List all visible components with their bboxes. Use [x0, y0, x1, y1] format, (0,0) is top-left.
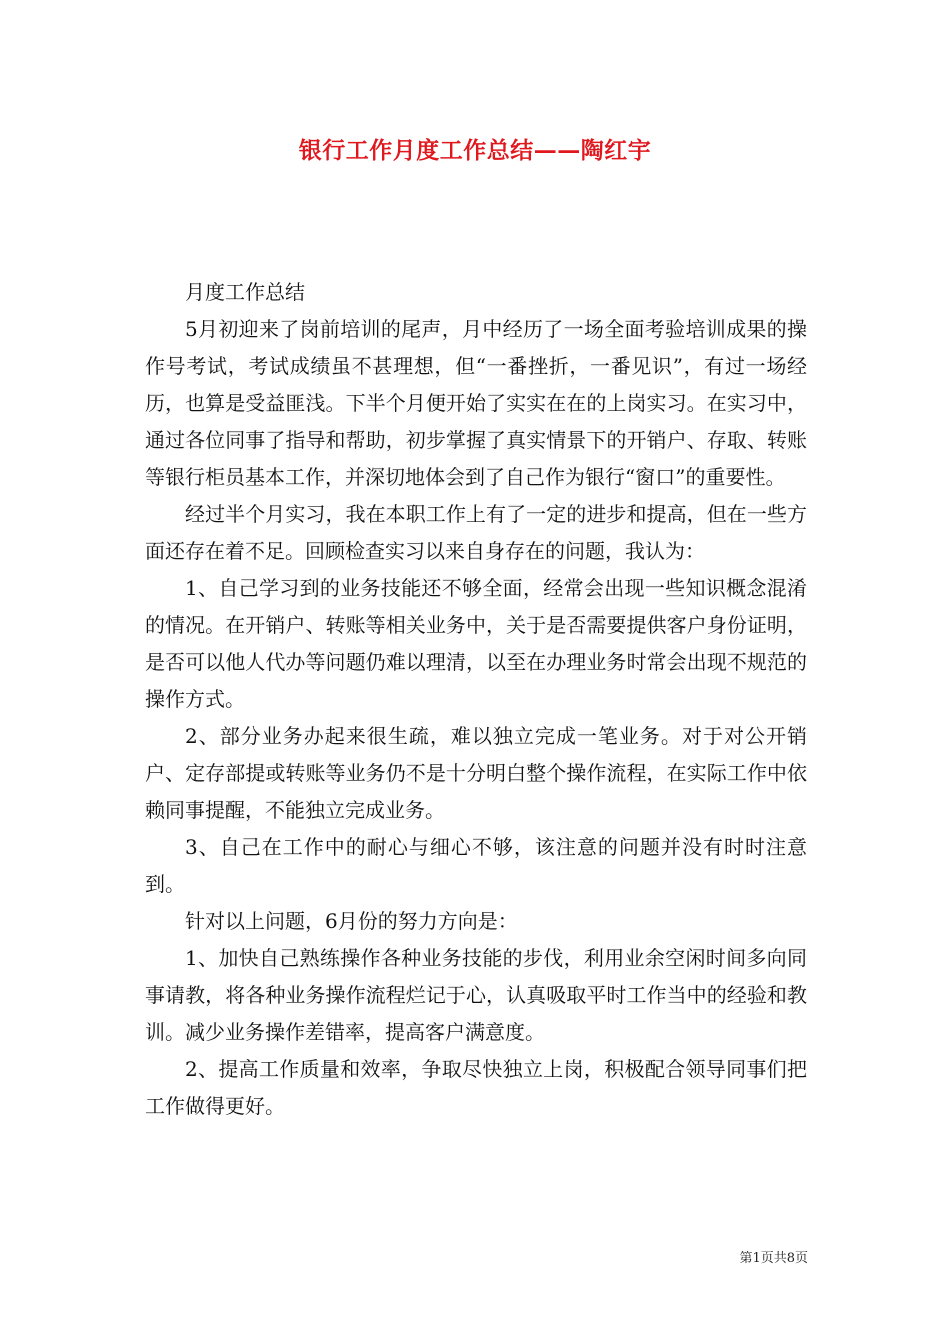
paragraph: 1、自己学习到的业务技能还不够全面，经常会出现一些知识概念混淆的情况。在开销户、转账等相关业务中，关于是否需要提供客户身份证明，是否可以他人代办等问题仍难以理清，以至在办理业务时常会出现不规范的操作方式。 — [145, 576, 807, 711]
document-body — [145, 274, 807, 1125]
paragraph-heading: 月度工作总结 — [185, 280, 305, 304]
paragraph: 针对以上问题，6月份的努力方向是： — [185, 909, 518, 933]
paragraph: 5月初迎来了岗前培训的尾声，月中经历了一场全面考验培训成果的操作号考试，考试成绩虽不甚理想，但“一番挫折，一番见识”，有过一场经历，也算是受益匪浅。下半个月便开始了实实在在的上岗实习。在实习中，通过各位同事了指导和帮助，初步掌握了真实情景下的开销户、存取、转账等银行柜员基本工作，并深切地体会到了自己作为银行“窗口”的重要性。 — [145, 317, 807, 489]
paragraph: 3、自己在工作中的耐心与细心不够，该注意的问题并没有时时注意到。 — [145, 835, 807, 896]
paragraph: 1、加快自己熟练操作各种业务技能的步伐，利用业余空闲时间多向同事请教，将各种业务操作流程烂记于心，认真吸取平时工作当中的经验和教训。减少业务操作差错率，提高客户满意度。 — [145, 946, 807, 1044]
paragraph: 2、提高工作质量和效率，争取尽快独立上岗，积极配合领导同事们把工作做得更好。 — [145, 1057, 807, 1118]
document-title: 银行工作月度工作总结——陶红宇 — [298, 137, 652, 164]
paragraph: 2、部分业务办起来很生疏，难以独立完成一笔业务。对于对公开销户、定存部提或转账等业务仍不是十分明白整个操作流程，在实际工作中依赖同事提醒，不能独立完成业务。 — [145, 724, 807, 822]
paragraph: 经过半个月实习，我在本职工作上有了一定的进步和提高，但在一些方面还存在着不足。回顾检查实习以来自身存在的问题，我认为： — [145, 502, 807, 563]
page-number: 第1页共8页 — [739, 1251, 808, 1266]
